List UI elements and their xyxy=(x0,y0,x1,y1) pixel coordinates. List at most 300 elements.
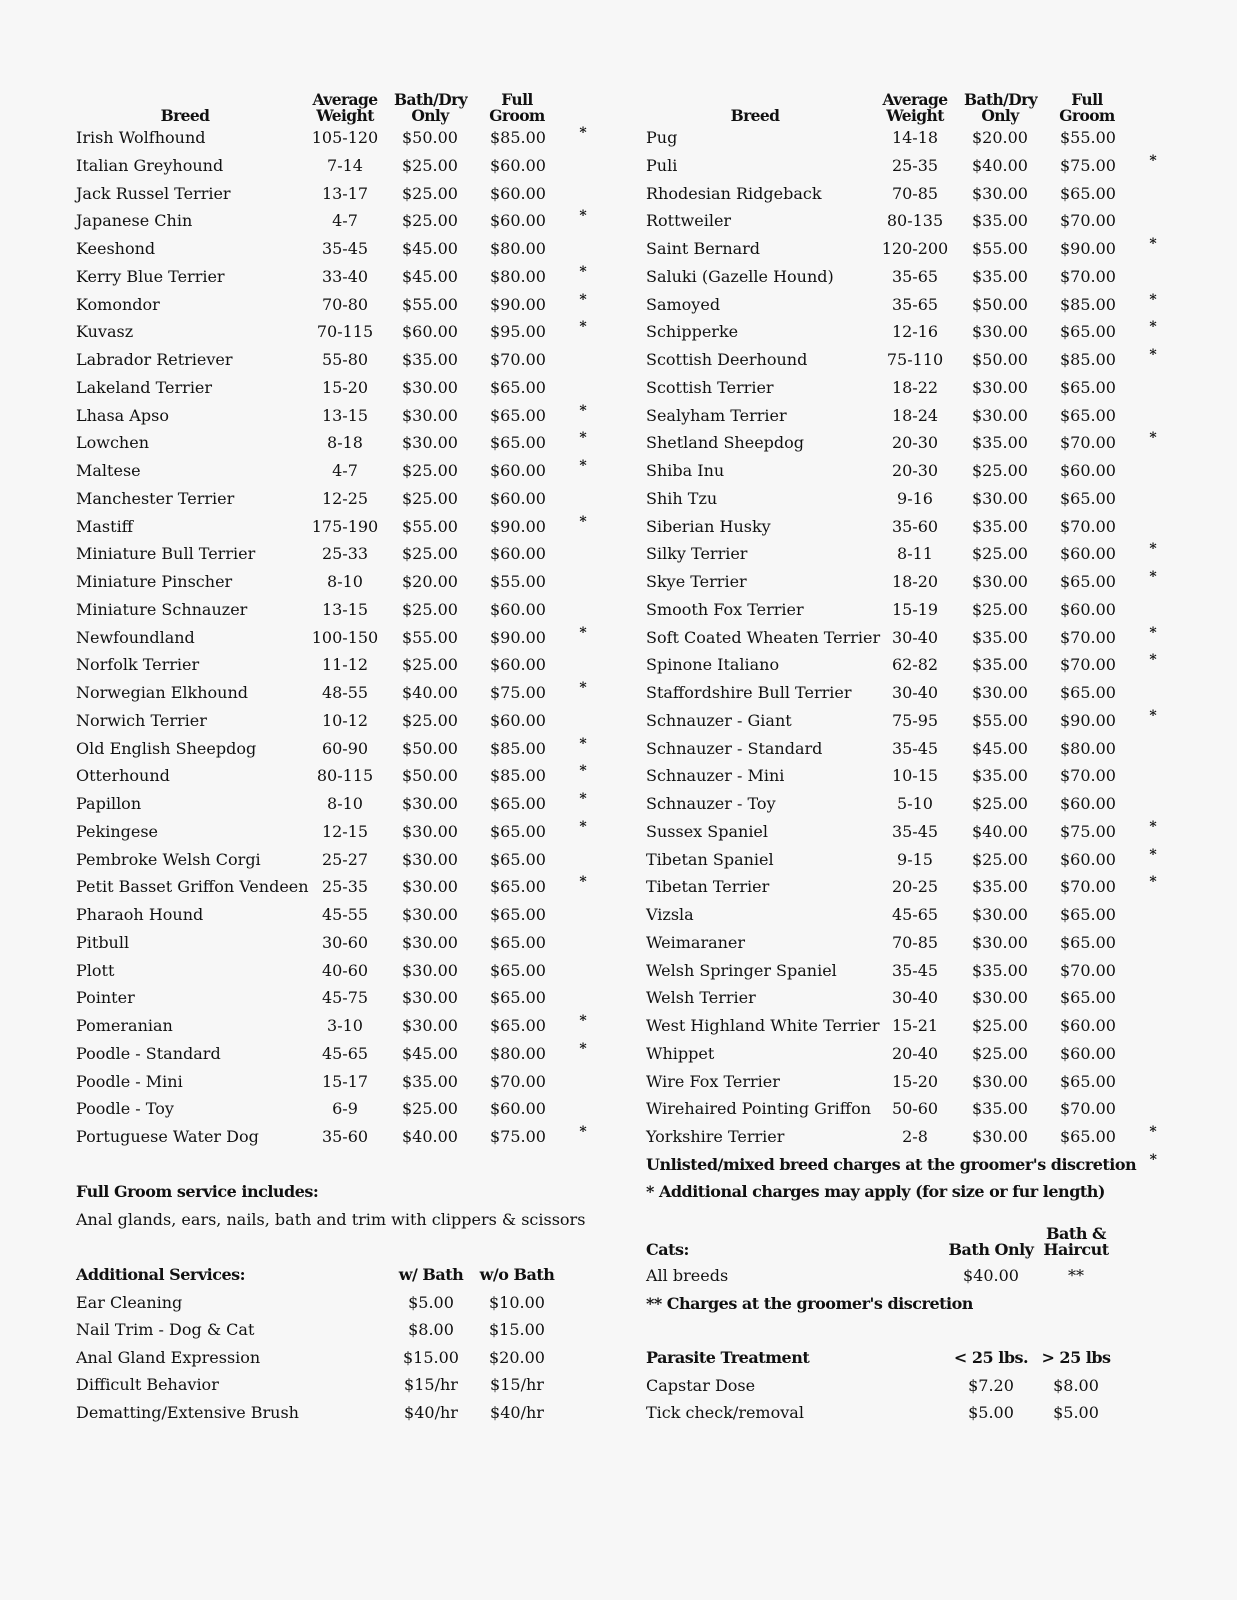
service-name: Difficult Behavior xyxy=(76,1375,219,1394)
bath-dry-price: $25.00 xyxy=(972,1016,1028,1035)
bath-dry-price: $45.00 xyxy=(402,1043,458,1063)
average-weight: 70-80 xyxy=(321,294,369,314)
breed-name: Poodle - Standard xyxy=(76,1043,221,1063)
full-groom-header: Full Groom xyxy=(489,90,545,125)
breed-name: Keeshond xyxy=(76,239,156,258)
full-groom-price: $75.00 xyxy=(490,1127,546,1146)
average-weight: 55-80 xyxy=(321,350,369,369)
average-weight: 35-60 xyxy=(321,1127,369,1146)
breed-name: Poodle - Mini xyxy=(76,1071,183,1091)
breed-row xyxy=(76,346,596,374)
breed-row xyxy=(646,901,1166,929)
average-weight: 20-30 xyxy=(891,461,939,480)
full-groom-price: $65.00 xyxy=(490,849,546,869)
bath-dry-price: $25.00 xyxy=(972,544,1028,564)
bath-dry-price: $55.00 xyxy=(402,627,458,647)
bath-dry-price: $35.00 xyxy=(402,1071,458,1091)
asterisk-mark: * xyxy=(579,680,587,696)
average-weight: 80-135 xyxy=(886,211,944,231)
bath-dry-price: $25.00 xyxy=(972,849,1028,869)
breed-row xyxy=(646,873,1166,901)
average-weight: 30-40 xyxy=(891,627,939,647)
full-groom-price: $60.00 xyxy=(1060,794,1116,813)
full-groom-price: $90.00 xyxy=(490,294,546,314)
bath-dry-price: $30.00 xyxy=(972,988,1028,1008)
full-groom-price: $75.00 xyxy=(1060,155,1116,175)
full-groom-section xyxy=(76,1178,596,1233)
average-weight: 18-20 xyxy=(891,572,939,591)
full-groom-price: $80.00 xyxy=(490,239,546,258)
breed-name: Norwegian Elkhound xyxy=(76,683,249,702)
breed-row xyxy=(76,318,596,346)
bath-dry-price: $50.00 xyxy=(402,128,458,147)
asterisk-mark: * xyxy=(579,791,587,807)
full-groom-price: $70.00 xyxy=(490,350,546,369)
average-weight: 35-60 xyxy=(891,516,939,536)
average-weight: 9-16 xyxy=(897,488,933,508)
breed-name: Pharaoh Hound xyxy=(76,905,204,924)
asterisk-mark: * xyxy=(1149,1151,1157,1168)
full-groom-price: $65.00 xyxy=(490,405,546,425)
breed-row xyxy=(646,346,1166,374)
bath-dry-price: $45.00 xyxy=(402,239,458,258)
average-weight: 25-35 xyxy=(891,155,939,175)
bath-dry-price: $55.00 xyxy=(972,710,1028,730)
breed-name: Saint Bernard xyxy=(646,239,761,258)
bath-dry-price: $40.00 xyxy=(972,821,1028,841)
breed-name: Old English Sheepdog xyxy=(76,738,257,758)
full-groom-price: $70.00 xyxy=(1060,877,1116,897)
bath-dry-price: $35.00 xyxy=(972,211,1028,231)
full-groom-price: $70.00 xyxy=(1060,266,1116,286)
full-groom-price: $60.00 xyxy=(490,211,546,231)
asterisk-mark: * xyxy=(1149,818,1157,835)
asterisk-mark: * xyxy=(1149,347,1157,363)
breed-row xyxy=(76,263,596,291)
full-groom-price: $65.00 xyxy=(1060,988,1116,1008)
breed-row xyxy=(76,846,596,874)
bath-dry-price: $30.00 xyxy=(972,377,1028,397)
full-groom-price: $70.00 xyxy=(1060,627,1116,647)
breed-row xyxy=(646,818,1166,846)
breed-name: Skye Terrier xyxy=(646,572,747,591)
bath-dry-price: $30.00 xyxy=(402,794,458,813)
breed-row xyxy=(76,790,596,818)
bath-dry-price: $30.00 xyxy=(972,1071,1028,1091)
average-weight: 10-12 xyxy=(321,710,369,730)
bath-haircut-header: Bath & Haircut xyxy=(1043,1224,1109,1259)
breed-name: Wire Fox Terrier xyxy=(646,1071,780,1091)
asterisk-mark: * xyxy=(579,1124,587,1140)
average-weight: 75-110 xyxy=(886,350,944,369)
right-breed-rows xyxy=(646,124,1166,1151)
under-25-header: < 25 lbs. xyxy=(953,1348,1029,1367)
breed-row xyxy=(76,596,596,624)
bath-dry-price: $25.00 xyxy=(972,599,1028,619)
asterisk-mark: * xyxy=(1149,236,1157,252)
breed-row xyxy=(646,735,1166,763)
breed-row xyxy=(646,124,1166,152)
full-groom-price: $60.00 xyxy=(490,599,546,619)
asterisk-mark: * xyxy=(579,874,587,891)
full-groom-header: Full Groom xyxy=(1059,90,1115,125)
breed-name: Lhasa Apso xyxy=(76,405,169,425)
average-weight: 25-35 xyxy=(321,877,369,897)
full-groom-price: $65.00 xyxy=(490,794,546,813)
bath-dry-price: $30.00 xyxy=(402,377,458,397)
breed-name: Samoyed xyxy=(646,294,721,314)
asterisk-mark: * xyxy=(579,402,587,419)
with-bath-price: $8.00 xyxy=(408,1320,454,1339)
bath-dry-price: $30.00 xyxy=(402,905,458,924)
bath-dry-price: $50.00 xyxy=(972,294,1028,314)
right-breed-table xyxy=(646,84,1166,1206)
bath-dry-price: $45.00 xyxy=(402,266,458,286)
bath-dry-price: $35.00 xyxy=(972,655,1028,675)
breed-row xyxy=(76,1040,596,1068)
breed-row xyxy=(76,291,596,319)
bath-dry-price: $30.00 xyxy=(972,322,1028,342)
cat-breed: All breeds xyxy=(646,1266,729,1285)
bath-dry-price: $25.00 xyxy=(972,794,1028,813)
breed-name: Sussex Spaniel xyxy=(646,821,769,841)
average-weight: 35-65 xyxy=(891,266,939,286)
full-groom-price: $65.00 xyxy=(490,377,546,397)
breed-row xyxy=(646,624,1166,652)
breed-row xyxy=(76,984,596,1012)
average-weight: 2-8 xyxy=(902,1127,928,1146)
breed-name: Pitbull xyxy=(76,932,130,952)
full-groom-price: $75.00 xyxy=(490,683,546,702)
breed-name: Schnauzer - Giant xyxy=(646,710,792,730)
bath-dry-price: $30.00 xyxy=(972,905,1028,924)
full-groom-price: $65.00 xyxy=(1060,1127,1116,1146)
breed-name: Maltese xyxy=(76,461,141,480)
average-weight: 100-150 xyxy=(311,627,379,647)
breed-name: Kerry Blue Terrier xyxy=(76,266,225,286)
full-groom-price: $90.00 xyxy=(1060,710,1116,730)
over-25-price: $5.00 xyxy=(1053,1403,1099,1422)
unlisted-note: Unlisted/mixed breed charges at the groomer's discretion * xyxy=(646,1151,1166,1179)
average-weight: 70-115 xyxy=(316,322,374,342)
breed-name: Irish Wolfhound xyxy=(76,128,206,147)
average-weight: 105-120 xyxy=(311,128,379,147)
average-weight: 35-45 xyxy=(891,821,939,841)
full-groom-price: $60.00 xyxy=(490,1099,546,1119)
bath-haircut-price: ** xyxy=(1068,1266,1084,1285)
bath-dry-price: $35.00 xyxy=(972,766,1028,786)
additional-services-rows xyxy=(76,1289,596,1427)
under-25-price: $5.00 xyxy=(968,1403,1014,1422)
asterisk-mark: * xyxy=(1149,624,1157,641)
breed-row xyxy=(76,707,596,735)
asterisk-mark: * xyxy=(1149,1124,1157,1140)
average-weight: 75-95 xyxy=(891,710,939,730)
full-groom-price: $80.00 xyxy=(490,1043,546,1063)
breed-row xyxy=(76,1012,596,1040)
full-groom-price: $80.00 xyxy=(490,266,546,286)
breed-row xyxy=(76,735,596,763)
bath-dry-price: $30.00 xyxy=(972,572,1028,591)
average-weight: 18-22 xyxy=(891,377,939,397)
average-weight: 70-85 xyxy=(891,183,939,203)
breed-row xyxy=(76,651,596,679)
breed-row xyxy=(646,318,1166,346)
full-groom-price: $85.00 xyxy=(490,766,546,786)
additional-services-table xyxy=(76,1261,596,1426)
average-weight: 6-9 xyxy=(332,1099,358,1119)
breed-name: Miniature Bull Terrier xyxy=(76,544,256,564)
service-row xyxy=(76,1316,596,1344)
under-25-price: $7.20 xyxy=(968,1375,1014,1395)
breed-row xyxy=(646,1040,1166,1068)
breed-row xyxy=(76,818,596,846)
breed-name: Poodle - Toy xyxy=(76,1099,174,1119)
additional-services-heading: Additional Services: xyxy=(76,1265,246,1284)
full-groom-price: $60.00 xyxy=(490,183,546,203)
full-groom-price: $60.00 xyxy=(490,488,546,508)
average-weight: 120-200 xyxy=(881,239,949,258)
breed-name: Schnauzer - Standard xyxy=(646,738,823,758)
asterisk-mark: * xyxy=(579,735,587,752)
breed-name: Whippet xyxy=(646,1043,715,1063)
average-weight: 60-90 xyxy=(321,738,369,758)
bath-dry-price: $35.00 xyxy=(402,350,458,369)
breed-name: Wirehaired Pointing Griffon xyxy=(646,1099,872,1119)
full-groom-price: $60.00 xyxy=(1060,599,1116,619)
asterisk-mark: * xyxy=(579,763,587,780)
breed-name: Jack Russel Terrier xyxy=(76,183,231,203)
breed-name: Schipperke xyxy=(646,322,739,342)
full-groom-price: $70.00 xyxy=(1060,433,1116,453)
breed-row xyxy=(646,235,1166,263)
breed-row xyxy=(646,180,1166,208)
breed-name: Staffordshire Bull Terrier xyxy=(646,683,852,702)
breed-row xyxy=(646,540,1166,568)
breed-name: Italian Greyhound xyxy=(76,155,224,175)
bath-dry-price: $30.00 xyxy=(402,932,458,952)
asterisk-mark: * xyxy=(579,1013,587,1029)
average-weight: 5-10 xyxy=(897,794,933,813)
full-groom-price: $65.00 xyxy=(1060,183,1116,203)
breed-row xyxy=(76,180,596,208)
weight-header: Average Weight xyxy=(312,90,378,125)
asterisk-mark: * xyxy=(1149,874,1157,891)
breed-name: Welsh Springer Spaniel xyxy=(646,960,837,980)
breed-row xyxy=(646,429,1166,457)
full-groom-price: $65.00 xyxy=(1060,683,1116,702)
breed-row xyxy=(76,207,596,235)
asterisk-mark: * xyxy=(1149,707,1157,724)
bath-dry-price: $35.00 xyxy=(972,433,1028,453)
breed-name: Smooth Fox Terrier xyxy=(646,599,804,619)
full-groom-price: $70.00 xyxy=(1060,766,1116,786)
average-weight: 15-21 xyxy=(891,1016,939,1035)
service-name: Anal Gland Expression xyxy=(76,1347,261,1367)
breed-row xyxy=(76,429,596,457)
breed-row xyxy=(76,402,596,430)
asterisk-mark: * xyxy=(579,624,587,641)
breed-row xyxy=(76,762,596,790)
breed-row xyxy=(76,901,596,929)
breed-row xyxy=(646,679,1166,707)
bath-dry-price: $25.00 xyxy=(402,183,458,203)
average-weight: 35-45 xyxy=(891,738,939,758)
bath-dry-price: $30.00 xyxy=(402,433,458,453)
service-name: Dematting/Extensive Brush xyxy=(76,1402,299,1422)
bath-dry-price: $45.00 xyxy=(972,738,1028,758)
breed-name: Norwich Terrier xyxy=(76,710,207,730)
bath-dry-price: $30.00 xyxy=(402,988,458,1008)
breed-name: Kuvasz xyxy=(76,322,134,342)
average-weight: 35-45 xyxy=(321,239,369,258)
asterisk-mark: * xyxy=(579,263,587,280)
parasite-table xyxy=(646,1344,1166,1427)
with-bath-price: $40/hr xyxy=(404,1402,458,1422)
bath-dry-price: $25.00 xyxy=(402,155,458,175)
asterisk-mark: * xyxy=(1149,652,1157,669)
full-groom-price: $70.00 xyxy=(1060,960,1116,980)
breed-row xyxy=(76,457,596,485)
breed-name: Scottish Terrier xyxy=(646,377,774,397)
bath-dry-price: $20.00 xyxy=(402,572,458,591)
bath-dry-price: $25.00 xyxy=(402,488,458,508)
breed-row xyxy=(646,596,1166,624)
average-weight: 25-27 xyxy=(321,849,369,869)
asterisk-mark: * xyxy=(579,125,587,141)
full-groom-price: $60.00 xyxy=(1060,1016,1116,1035)
parasite-heading: Parasite Treatment xyxy=(646,1348,810,1367)
average-weight: 12-25 xyxy=(321,488,369,508)
bath-dry-price: $55.00 xyxy=(402,516,458,536)
full-groom-price: $60.00 xyxy=(490,655,546,675)
breed-row xyxy=(76,873,596,901)
breed-name: Labrador Retriever xyxy=(76,350,233,369)
breed-name: Norfolk Terrier xyxy=(76,655,200,675)
breed-name: Puli xyxy=(646,155,678,175)
breed-name: Plott xyxy=(76,960,115,980)
full-groom-price: $85.00 xyxy=(490,128,546,147)
breed-name: Schnauzer - Mini xyxy=(646,766,785,786)
breed-row xyxy=(76,485,596,513)
full-groom-price: $70.00 xyxy=(490,1071,546,1091)
bath-dry-price: $30.00 xyxy=(972,405,1028,425)
bath-dry-price: $35.00 xyxy=(972,266,1028,286)
breed-name: Pekingese xyxy=(76,821,159,841)
average-weight: 48-55 xyxy=(321,683,369,702)
full-groom-price: $75.00 xyxy=(1060,821,1116,841)
full-groom-price: $70.00 xyxy=(1060,655,1116,675)
breed-name: Lowchen xyxy=(76,433,149,453)
average-weight: 33-40 xyxy=(321,266,369,286)
bath-dry-price: $30.00 xyxy=(402,849,458,869)
bath-dry-price: $40.00 xyxy=(402,1127,458,1146)
breed-name: Scottish Deerhound xyxy=(646,350,808,369)
full-groom-price: $70.00 xyxy=(1060,211,1116,231)
bath-dry-price: $25.00 xyxy=(402,655,458,675)
average-weight: 40-60 xyxy=(321,960,369,980)
breed-row xyxy=(646,846,1166,874)
bath-dry-price: $25.00 xyxy=(402,710,458,730)
average-weight: 8-11 xyxy=(897,544,933,564)
full-groom-price: $55.00 xyxy=(490,572,546,591)
average-weight: 15-19 xyxy=(891,599,939,619)
average-weight: 30-40 xyxy=(891,683,939,702)
full-groom-price: $90.00 xyxy=(490,627,546,647)
breed-row xyxy=(646,790,1166,818)
bath-dry-price: $30.00 xyxy=(972,1127,1028,1146)
bath-dry-price: $25.00 xyxy=(402,544,458,564)
breed-row xyxy=(646,152,1166,180)
full-groom-price: $65.00 xyxy=(1060,322,1116,342)
breed-row xyxy=(76,513,596,541)
service-name: Ear Cleaning xyxy=(76,1292,183,1312)
with-bath-header: w/ Bath xyxy=(398,1265,464,1284)
average-weight: 50-60 xyxy=(891,1099,939,1119)
breed-name: Otterhound xyxy=(76,766,170,786)
average-weight: 70-85 xyxy=(891,932,939,952)
breed-name: Japanese Chin xyxy=(76,211,193,231)
breed-name: Pembroke Welsh Corgi xyxy=(76,849,261,869)
breed-row xyxy=(76,957,596,985)
full-groom-price: $85.00 xyxy=(490,738,546,758)
bath-dry-price: $35.00 xyxy=(972,960,1028,980)
breed-row xyxy=(646,568,1166,596)
breed-row xyxy=(646,984,1166,1012)
breed-row xyxy=(646,457,1166,485)
asterisk-mark: * xyxy=(1149,541,1157,558)
over-25-price: $8.00 xyxy=(1053,1375,1099,1395)
full-groom-price: $65.00 xyxy=(1060,572,1116,591)
bath-dry-price: $35.00 xyxy=(972,877,1028,897)
average-weight: 13-15 xyxy=(321,599,369,619)
average-weight: 8-10 xyxy=(327,572,363,591)
breed-name: Vizsla xyxy=(646,905,694,924)
bath-dry-price: $30.00 xyxy=(402,405,458,425)
full-groom-price: $65.00 xyxy=(1060,932,1116,952)
average-weight: 20-25 xyxy=(891,877,939,897)
bath-dry-price: $50.00 xyxy=(402,738,458,758)
cats-heading: Cats: xyxy=(646,1240,689,1259)
over-25-header: > 25 lbs xyxy=(1041,1348,1111,1367)
full-groom-price: $65.00 xyxy=(490,877,546,897)
breed-row xyxy=(76,235,596,263)
bath-dry-price: $25.00 xyxy=(402,1099,458,1119)
cats-note: ** Charges at the groomer's discretion xyxy=(646,1293,973,1313)
left-breed-table xyxy=(76,84,596,1151)
breed-row xyxy=(646,1095,1166,1123)
breed-name: Pointer xyxy=(76,988,135,1008)
treatment-name: Tick check/removal xyxy=(646,1403,804,1422)
bath-dry-price: $25.00 xyxy=(402,461,458,480)
asterisk-mark: * xyxy=(579,208,587,225)
service-row xyxy=(76,1399,596,1427)
average-weight: 9-15 xyxy=(897,849,933,869)
bath-dry-header: Bath/Dry Only xyxy=(394,90,468,125)
breed-row xyxy=(76,124,596,152)
full-groom-price: $55.00 xyxy=(1060,128,1116,147)
average-weight: 18-24 xyxy=(891,405,939,425)
breed-row xyxy=(646,929,1166,957)
asterisk-mark: * xyxy=(1149,846,1157,863)
breed-name: West Highland White Terrier xyxy=(646,1016,880,1035)
bath-only-header: Bath Only xyxy=(948,1240,1034,1259)
full-groom-price: $60.00 xyxy=(1060,849,1116,869)
breed-name: Spinone Italiano xyxy=(646,655,780,675)
asterisk-mark: * xyxy=(1149,152,1157,169)
parasite-row xyxy=(646,1372,1166,1400)
breed-header: Breed xyxy=(730,106,780,125)
